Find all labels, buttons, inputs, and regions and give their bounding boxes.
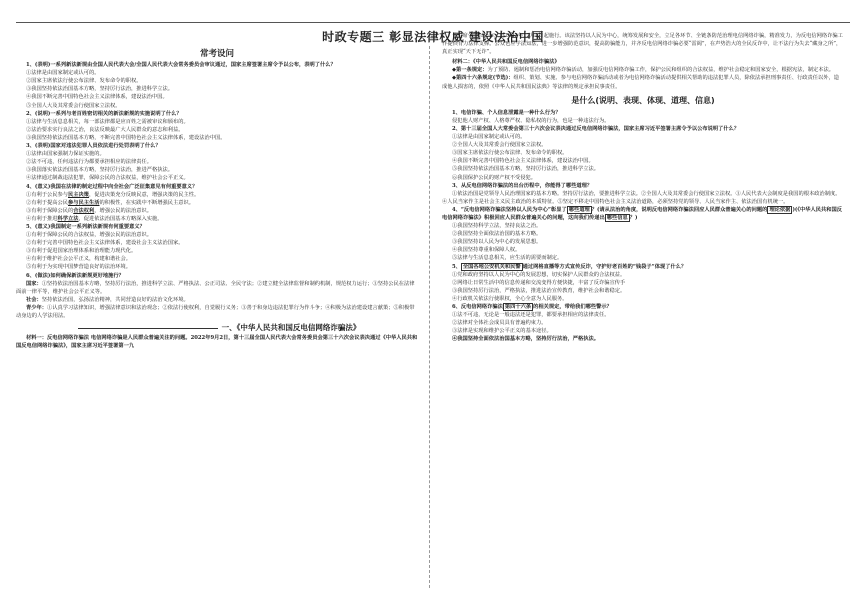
- right-column: [442, 32, 844, 343]
- rq5-option: ③我国坚持厉行法治，严格执法，推进法治宣传教育，维护社会和谐稳定。: [452, 287, 626, 294]
- question-2: 2、(说明)一系列与老百姓密切相关的新法新规的实施说明了什么？: [26, 110, 182, 117]
- rq2-option: ③国家主席依法行使公布法律、发布命令的职权。: [452, 150, 568, 157]
- q4-option: [16, 191, 418, 199]
- rq5-boxed-keyword: 全国各地公安机关和民警: [462, 263, 521, 270]
- material-1-text: 反电信网络诈骗法 电信网络诈骗是人民群众普遍关注的问题。2022年9月2日，第十三届全国人民代表大会常务委员会第三十六次会议表决通过《中华人民共和国反电信网络诈骗法》，国家主席习近平签署第一九: [16, 335, 418, 350]
- left-column: [16, 48, 418, 350]
- question-1: 1、(表明)一系列新法新规由全国人民代表大会/全国人民代表大会常务委员会审议通过，国家主席签署主席令予以公布，表明了什么？: [26, 62, 336, 69]
- rq4-text: ？(请从法治的角度，说明反电信网络诈骗法回应人民群众普遍关心的问题的: [591, 206, 768, 213]
- q5-option: ④有利于维护社会公平正义，构建和谐社会。: [26, 256, 131, 263]
- rq6-option: ①法不可违，无论是一般违法还是犯罪，都要承担相应的法律责任。: [452, 312, 610, 319]
- article-1-text: 为了预防、遏制和惩治电信网络诈骗活动，加强反电信网络诈骗工作，保护公民和组织的合法权益，维护社会稳定和国家安全，根据宪法，制定本法。: [487, 67, 835, 74]
- q1-option: ⑤全国人大及其常委会行使国家立法权。: [26, 102, 121, 109]
- rq2-option: ⑥我国保护公民的财产权不受侵犯。: [452, 174, 536, 181]
- top-rule: [16, 22, 850, 23]
- q4-option: [16, 215, 418, 223]
- q4-option: [16, 199, 418, 207]
- r-question-6: [442, 303, 844, 311]
- section-title-common-questions: 常考设问: [199, 49, 234, 59]
- q3-option: ①法律由国家强制力保证实施的。: [26, 151, 105, 158]
- q5-option: ②有利于完善中国特色社会主义法律体系，建设社会主义法治国家。: [26, 240, 184, 247]
- rq4-text: 4、“反电信网络诈骗法坚持以人民为中心”彰显了: [452, 206, 567, 213]
- q6-country-text: ①坚持依法治国基本方略，坚持厉行法治，推进科学立法、严格执法、公正司法、全民守法；②建立健全法律监督和制约机制，规范权力运行；③坚持公民在法律面前一律平等，维护社会公平正义等。: [16, 280, 415, 295]
- q4-option-text: ③有利于保障公民的: [26, 207, 74, 214]
- document-sheet: [16, 22, 850, 588]
- r-question-2: 2、第十三届全国人大常委会第三十六次会议表决通过反电信网络诈骗法，国家主席习近平签署主席令予以公布说明了什么？: [452, 125, 740, 132]
- q4-option-text: ④有利于推进: [26, 215, 58, 222]
- rq2-option: ④我国不断完善中国特色社会主义法律体系，建设法治中国。: [452, 158, 594, 165]
- q4-option: [16, 207, 418, 215]
- rq6-option: ②法律对全体社会成员具有普遍约束力。: [452, 320, 547, 327]
- rq6-text: 6、反电信网络诈骗法: [452, 304, 503, 310]
- rq4-option: ⑤法律与生活息息相关，应生活的需要而制定。: [452, 255, 563, 262]
- q6-country: [16, 280, 418, 296]
- q6-society-label: 社会：: [26, 296, 42, 303]
- r-question-5: [442, 263, 844, 271]
- rq5-text: 5、: [452, 263, 461, 270]
- q4-option-emphasis: 民主决策: [68, 191, 89, 198]
- article-1-label: ◆第一条规定：: [452, 67, 488, 74]
- page-title: 时政专题三 彰显法律权威 建设法治中国: [322, 30, 544, 44]
- rq4-option: ①我国坚持科学立法，坚持良法之治。: [452, 223, 542, 230]
- r-question-4: [442, 206, 844, 222]
- article-46: [442, 74, 844, 90]
- q2-option: ②法治要求实行良法之治，良法反映最广大人民群众的意志和利益。: [26, 126, 184, 133]
- rq4-boxed-keyword: 哪些信息: [606, 214, 628, 221]
- material-2-title: 《中华人民共和国反电信网络诈骗法》: [473, 59, 560, 66]
- q2-option: ③我国坚持依法治国基本方略，不断完善中国特色社会主义法律体系，建设法治中国。: [26, 134, 226, 141]
- article-46-label: ◆第四十六条规定(节选)：: [452, 75, 514, 82]
- q3-option: ③我国落实依法治国基本方略，坚持厉行法治，推进严格执法。: [26, 167, 173, 174]
- q5-option: ①有利于保障公民的合法权益，增强公民的法治意识。: [26, 232, 152, 239]
- rq6-text: 的相关规定，带给我们哪些警示？: [533, 304, 612, 310]
- rq4-option: ④我国坚持尊重和保障人权。: [452, 247, 521, 254]
- article-1: [442, 66, 844, 74]
- rq4-text: )(《中华人民共和国反电信网络诈骗法》积极回应人民群众普遍关心的问题，这向我们传递出: [442, 206, 843, 221]
- rq4-boxed-keyword: 理论依据: [769, 206, 791, 213]
- q4-option-text: ①有利于公民参与: [26, 191, 68, 198]
- r-answer-1: 侵犯他人财产权、人格尊严权、隐私权的行为，也是一种违法行为。: [452, 117, 610, 124]
- rq6-boxed-keyword: 第四十六条: [504, 304, 532, 310]
- rq4-text: ？): [629, 214, 638, 221]
- q2-option: ①法律与生活息息相关，每一部法律都是应百姓之需被审议和颁布的。: [26, 118, 189, 125]
- question-3: 3、(表明)国家对违法犯罪人员依法进行处罚表明了什么？: [26, 143, 161, 150]
- q4-option-text: ，促进依法治国基本方略深入实施。: [78, 215, 163, 222]
- q5-option: ③有利于促进国家治理体系和治理能力现代化。: [26, 248, 137, 255]
- rq5-text: 通过网格直播等方式宣传反诈，守护好老百姓的“钱袋子”体现了什么？: [522, 263, 687, 270]
- material-1: [16, 334, 418, 350]
- q4-option-text: ②有利于提高公民: [26, 199, 68, 206]
- q1-option: ③我国坚持依法治国基本方略，坚持厉行法治，推进科学立法。: [26, 86, 173, 93]
- q6-country-label: 国家：: [26, 280, 42, 287]
- q4-option-emphasis: 参与民主生活: [68, 199, 100, 206]
- chapter-1-title: 一、《中华人民共和国反电信网络诈骗法》: [221, 323, 361, 333]
- rq4-option: ③我国坚持以人民为中心的发展思想。: [452, 239, 542, 246]
- q6-society-text: 坚持依法治国，弘扬法治精神，共同营造良好的法治文化环境。: [41, 296, 189, 303]
- q6-youth-text: ①认真学习法律知识，增强法律意识和法治观念；②依法行使权利，自觉履行义务；③善于和身边违法犯罪行为作斗争；④积极为法治建设建言献策；⑤积极带动身边的人学法用法。: [16, 304, 415, 319]
- q6-youth: [16, 304, 418, 320]
- rq5-option: ①党和政府坚持以人民为中心的发展思想，切实保护人民群众的合法权益。: [452, 271, 626, 278]
- rq6-option: ③法律是实现和维护公平正义的基本途径。: [452, 328, 552, 335]
- rq4-boxed-keyword: 哪些道理: [568, 206, 590, 213]
- q4-option-text: ，增强公民的法治意识。: [94, 207, 152, 214]
- q4-option-emphasis: 科学立法: [57, 215, 79, 222]
- section-title-what: 是什么(说明、表现、体现、道理、信息): [571, 95, 715, 105]
- rq2-option: ①法律是由国家制定或认可的。: [452, 134, 526, 141]
- chapter-1-heading: [16, 324, 418, 332]
- heading-rule: [78, 328, 218, 329]
- rq3-options: ①依法治国是党领导人民治理国家的基本方略。坚持厉行法治，要推进科学立法。②全国人大及其常委会行使国家立法权。③人民代表大会制度是我国的根本政治制度。④人民当家作主是社会主义民主政治的本质特征。⑤坚定不移走中国特色社会主义法治道路，必须坚持党的领导、人民当家作主、依法治国有机统一。: [442, 190, 841, 205]
- q3-option: ②法不可违，任何违法行为都要承担相应的法律责任。: [26, 159, 152, 166]
- q6-society: [16, 296, 418, 304]
- material-2-label: 材料二：: [452, 59, 473, 66]
- question-6: 6、(做法)如何确保新法新规更好地施行？: [26, 272, 124, 279]
- column-divider: [429, 46, 430, 588]
- q1-option: ④我国不断完善中国特色社会主义法律体系，建设法治中国。: [26, 94, 168, 101]
- rq4-option: ②我国坚持全面依法治国的基本方略。: [452, 231, 542, 238]
- r-question-1: 1、电信诈骗、个人信息泄露是一种什么行为？: [452, 109, 561, 116]
- rq5-option: ②网络让日常生活中的信息传递和交流变得方便快捷，丰富了反诈骗宣传手: [452, 279, 626, 286]
- r-question-3: 3、从反电信网络诈骗法的出台历程中，你能得了哪些道理？: [452, 182, 593, 189]
- q1-option: ①法律是由国家制定或认可的。: [26, 70, 100, 77]
- question-5: 5、(意义)我国制定一系列新法新规有何重要意义？: [26, 223, 145, 230]
- q6-youth-label: 青少年：: [26, 304, 47, 311]
- material-1-continued: 号主席令予以公布，自2022年12月1日起施行。该法坚持以人民为中心，统筹发展和安全，立足各环节、全链条防范治理电信网络诈骗，精准发力，为反电信网络诈骗工作提供有力法律支撑。公众也应学法知法，进一步增强防范意识，提高防骗能力，并齐反电信网络诈骗必要“雷阔”，在声势浩大的全民反诈中，让不法行为失去“藏身之所”，真正实现“天下无诈”。: [442, 33, 843, 56]
- question-4: 4、(意义)我国在法律的制定过程中向全社会广泛征集意见有何重要意义？: [26, 183, 198, 190]
- material-1-label: 材料一：: [26, 335, 47, 342]
- rq2-option: ⑤我国坚持依法治国基本方略，坚持厉行法治，推进科学立法。: [452, 166, 599, 173]
- q3-option: ④法律通过制裁违法犯罪，保障公民的合法权益，维护社会公平正义。: [26, 175, 189, 182]
- article-46-text: 组织、策划、实施、参与电信网络诈骗活动或者为电信网络诈骗活动提供相关帮助的违法犯罪人员，除依法承担刑事责任、行政责任以外，造成他人损害的，依照《中华人民共和国民法典》等法律的规定承担民事责任。: [442, 75, 840, 90]
- q4-option-emphasis: 合法权利: [73, 207, 95, 214]
- q4-option-text: ，促进决策充分反映民意，增强决策的民主性。: [89, 191, 200, 198]
- q1-option: ②国家主席依法行使公布法律、发布命令的职权。: [26, 78, 142, 85]
- rq6-option: ④我国坚持全面依法治国基本方略，坚持厉行法治，严格执法。: [452, 336, 599, 343]
- q4-option-text: 的积极性，在实践中不断增强民主意识。: [99, 199, 194, 206]
- rq2-option: ②全国人大及其常委会行使国家立法权。: [452, 142, 547, 149]
- material-2: [442, 58, 844, 66]
- rq5-option: ④行政机关依法行使职权，全心全意为人民服务。: [452, 295, 568, 302]
- q5-option: ⑤有利于为实现中国梦营造良好的法治环境。: [26, 264, 131, 271]
